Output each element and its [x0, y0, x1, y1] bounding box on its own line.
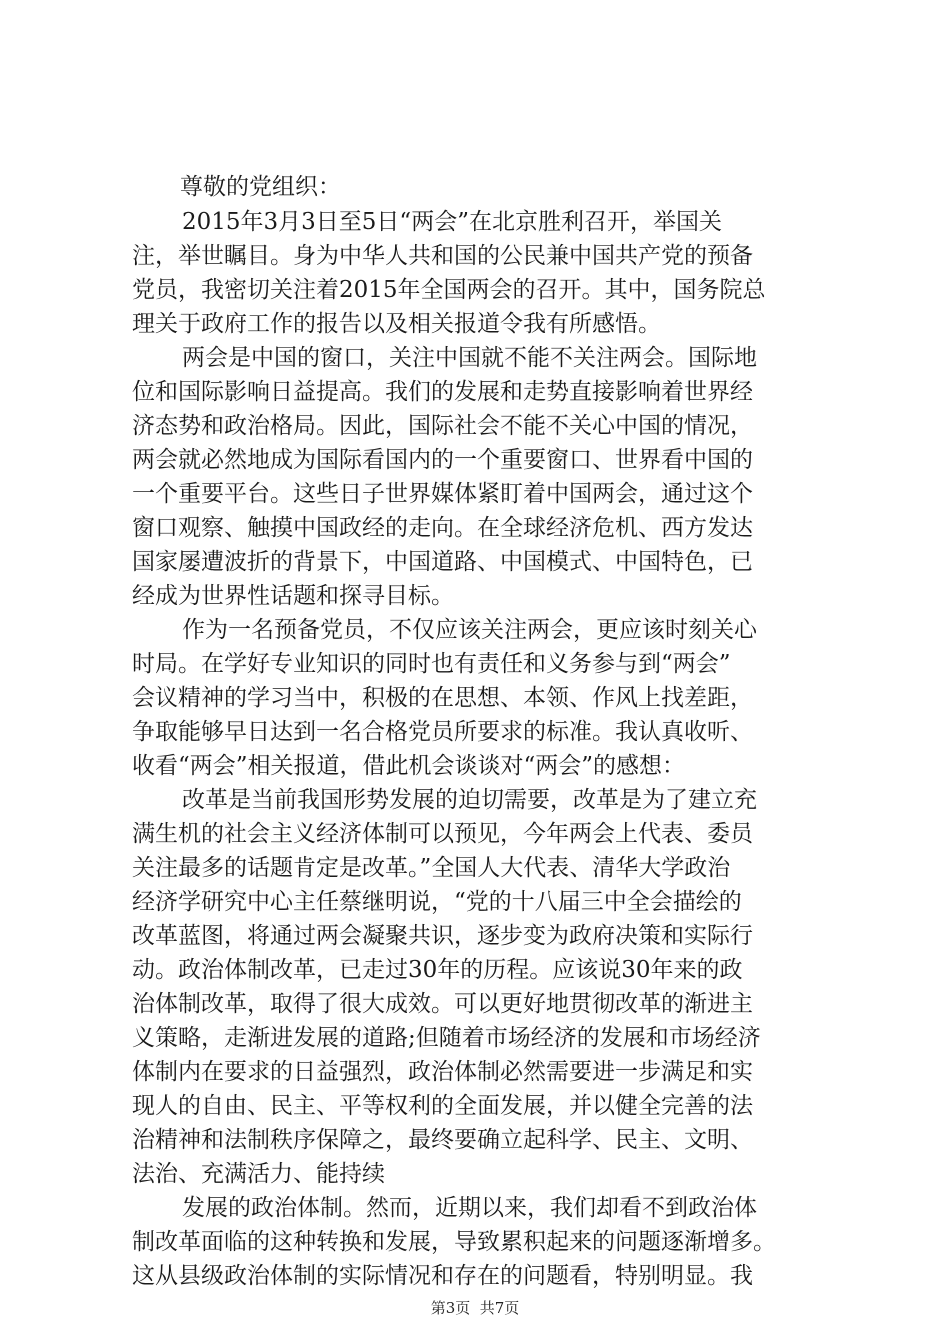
page-number-footer: 第3页 共7页 [430, 1299, 520, 1317]
text-line: 收看“两会”相关报道，借此机会谈谈对“两会”的感想： [132, 753, 686, 779]
text-line: 经济学研究中心主任蔡继明说，“党的十八届三中全会描绘的 [132, 889, 742, 915]
text-line: 尊敬的党组织： [180, 174, 341, 200]
text-line: 2015年3月3日至5日“两会”在北京胜利召开，举国关 [182, 209, 722, 235]
text-line: 治体制改革，取得了很大成效。可以更好地贯彻改革的渐进主 [132, 991, 753, 1017]
text-line: 制改革面临的这种转换和发展，导致累积起来的问题逐渐增多。 [132, 1229, 776, 1255]
text-line: 两会是中国的窗口，关注中国就不能不关注两会。国际地 [182, 345, 757, 371]
text-line: 关注最多的话题肯定是改革。”全国人大代表、清华大学政治 [132, 855, 731, 881]
text-line: 动。政治体制改革，已走过30年的历程。应该说30年来的政 [132, 957, 743, 983]
text-line: 这从县级政治体制的实际情况和存在的问题看，特别明显。我 [132, 1263, 753, 1289]
text-line: 会议精神的学习当中，积极的在思想、本领、作风上找差距， [132, 685, 753, 711]
text-line: 注，举世瞩目。身为中华人共和国的公民兼中国共产党的预备 [132, 243, 753, 269]
text-line: 一个重要平台。这些日子世界媒体紧盯着中国两会，通过这个 [132, 481, 753, 507]
text-line: 作为一名预备党员，不仅应该关注两会，更应该时刻关心 [182, 617, 757, 643]
text-line: 党员，我密切关注着2015年全国两会的召开。其中，国务院总 [132, 277, 766, 303]
text-line: 两会就必然地成为国际看国内的一个重要窗口、世界看中国的 [132, 447, 753, 473]
text-line: 理关于政府工作的报告以及相关报道令我有所感悟。 [132, 311, 661, 337]
text-line: 位和国际影响日益提高。我们的发展和走势直接影响着世界经 [132, 379, 753, 405]
text-line: 治精神和法制秩序保障之，最终要确立起科学、民主、文明、 [132, 1127, 753, 1153]
text-line: 时局。在学好专业知识的同时也有责任和义务参与到“两会” [132, 651, 731, 677]
text-line: 国家屡遭波折的背景下，中国道路、中国模式、中国特色，已 [132, 549, 753, 575]
text-line: 法治、充满活力、能持续 [132, 1161, 385, 1187]
text-line: 体制内在要求的日益强烈，政治体制必然需要进一步满足和实 [132, 1059, 753, 1085]
text-line: 争取能够早日达到一名合格党员所要求的标准。我认真收听、 [132, 719, 753, 745]
text-line: 经成为世界性话题和探寻目标。 [132, 583, 454, 609]
text-line: 满生机的社会主义经济体制可以预见，今年两会上代表、委员 [132, 821, 753, 847]
text-line: 发展的政治体制。然而，近期以来，我们却看不到政治体 [182, 1195, 757, 1221]
text-line: 济态势和政治格局。因此，国际社会不能不关心中国的情况， [132, 413, 753, 439]
text-line: 窗口观察、触摸中国政经的走向。在全球经济危机、西方发达 [132, 515, 753, 541]
text-line: 改革蓝图，将通过两会凝聚共识，逐步变为政府决策和实际行 [132, 923, 753, 949]
text-line: 现人的自由、民主、平等权利的全面发展，并以健全完善的法 [132, 1093, 753, 1119]
text-line: 义策略，走渐进发展的道路;但随着市场经济的发展和市场经济 [132, 1025, 761, 1051]
text-line: 改革是当前我国形势发展的迫切需要，改革是为了建立充 [182, 787, 757, 813]
